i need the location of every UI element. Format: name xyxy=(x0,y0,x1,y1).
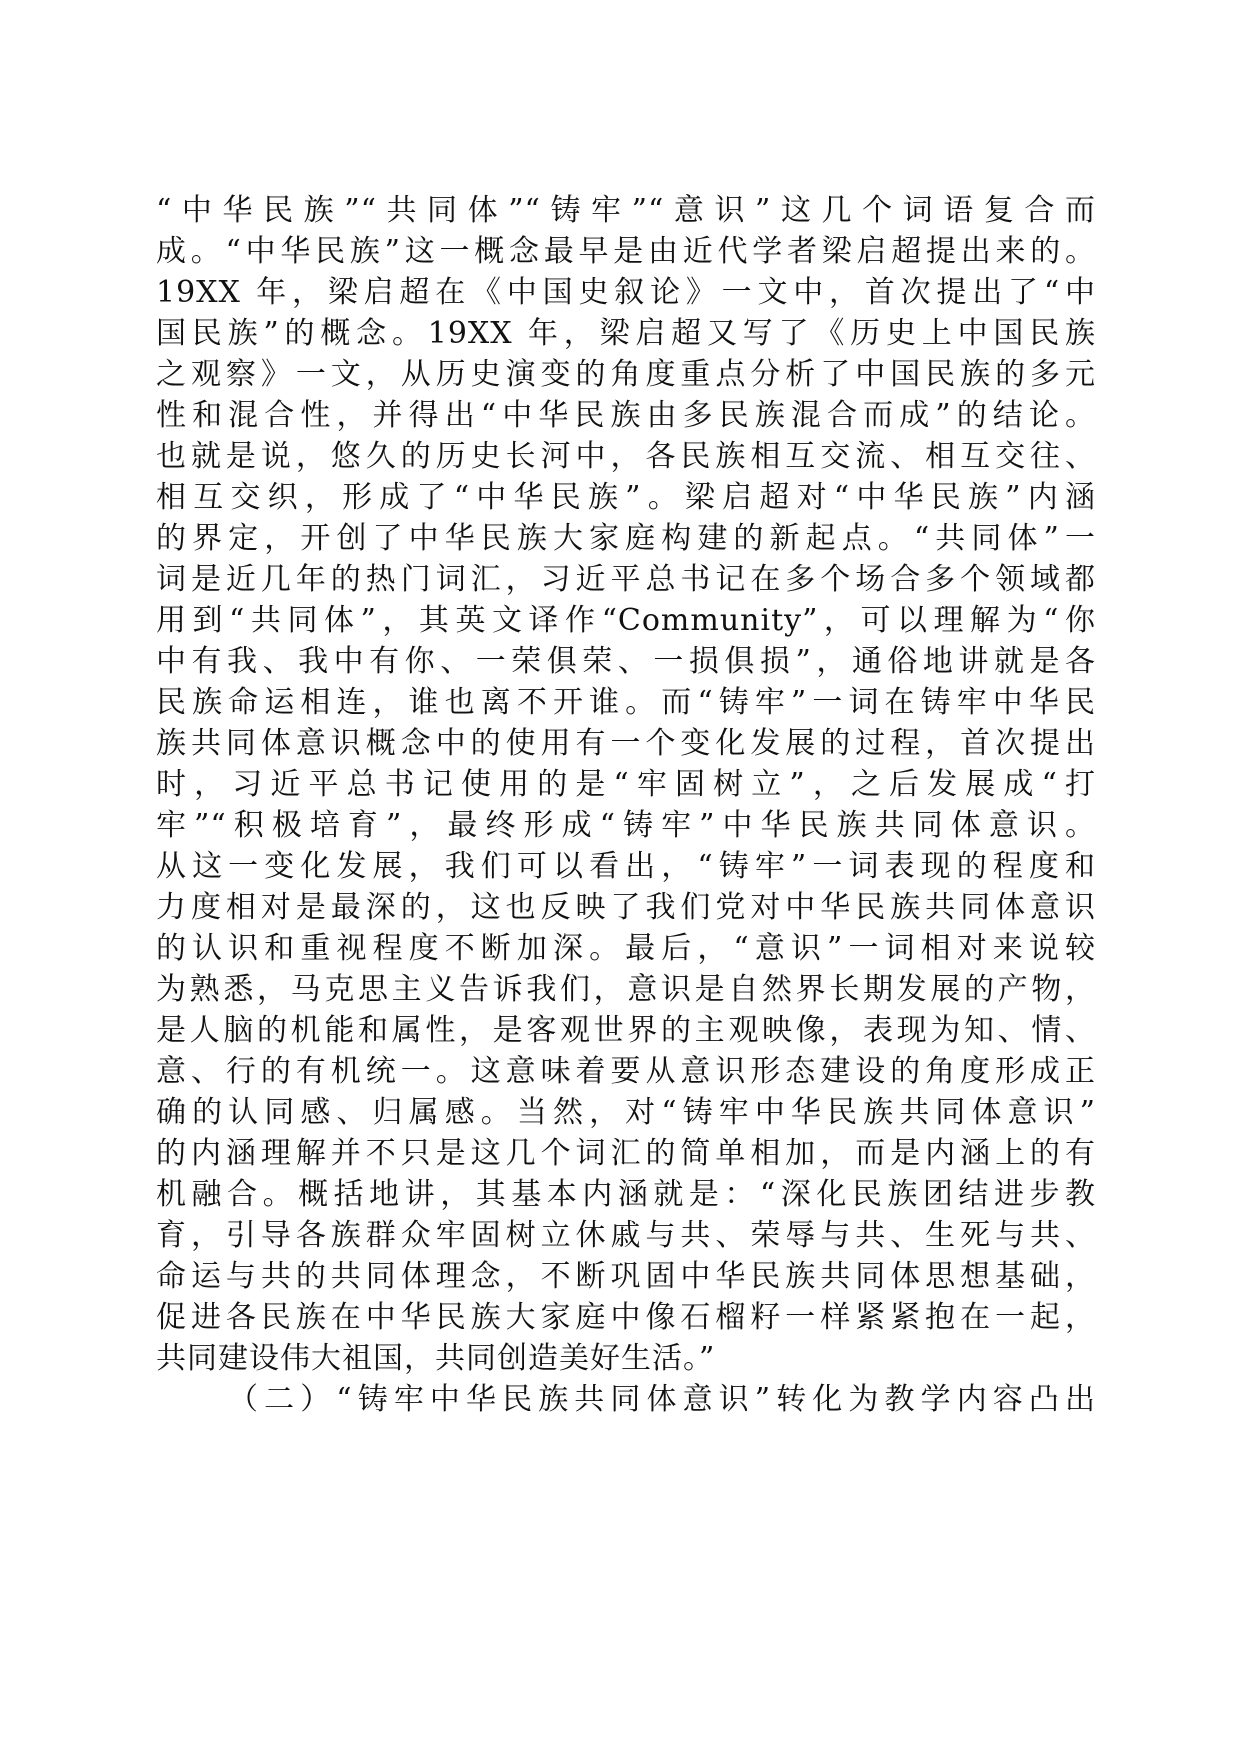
body-paragraph xyxy=(156,190,1096,1420)
text-line: 命运与共的共同体理念，不断巩固中华民族共同体思想基础， xyxy=(156,1259,1096,1294)
text-line: 族共同体意识概念中的使用有一个变化发展的过程，首次提出 xyxy=(156,726,1096,761)
text-line: “中华民族”“共同体”“铸牢”“意识”这几个词语复合而 xyxy=(156,193,1096,228)
text-line: 为熟悉，马克思主义告诉我们，意识是自然界长期发展的产物， xyxy=(156,972,1096,1007)
text-line: 共同建设伟大祖国，共同创造美好生活。” xyxy=(156,1341,716,1376)
section-heading: （二）“铸牢中华民族共同体意识”转化为教学内容凸出 xyxy=(228,1382,1096,1417)
text-line: 力度相对是最深的，这也反映了我们党对中华民族共同体意识 xyxy=(156,890,1096,925)
text-line: 的界定，开创了中华民族大家庭构建的新起点。“共同体”一 xyxy=(156,521,1096,556)
text-line: 的内涵理解并不只是这几个词汇的简单相加，而是内涵上的有 xyxy=(156,1136,1096,1171)
text-line: 的认识和重视程度不断加深。最后，“意识”一词相对来说较 xyxy=(156,931,1096,966)
text-line: 词是近几年的热门词汇，习近平总书记在多个场合多个领域都 xyxy=(156,562,1096,597)
text-line: 确的认同感、归属感。当然，对“铸牢中华民族共同体意识” xyxy=(156,1095,1096,1130)
text-line: 机融合。概括地讲，其基本内涵就是：“深化民族团结进步教 xyxy=(156,1177,1096,1212)
text-line: 性和混合性，并得出“中华民族由多民族混合而成”的结论。 xyxy=(156,398,1096,433)
text-line: 民族命运相连，谁也离不开谁。而“铸牢”一词在铸牢中华民 xyxy=(156,685,1096,720)
text-line: 相互交织，形成了“中华民族”。梁启超对“中华民族”内涵 xyxy=(156,480,1096,515)
text-line: 是人脑的机能和属性，是客观世界的主观映像，表现为知、情、 xyxy=(156,1013,1096,1048)
text-line: 成。“中华民族”这一概念最早是由近代学者梁启超提出来的。 xyxy=(156,234,1096,269)
text-line: 意、行的有机统一。这意味着要从意识形态建设的角度形成正 xyxy=(156,1054,1096,1089)
text-line: 促进各民族在中华民族大家庭中像石榴籽一样紧紧抱在一起， xyxy=(156,1300,1096,1335)
text-line: 中有我、我中有你、一荣俱荣、一损俱损”，通俗地讲就是各 xyxy=(156,644,1096,679)
text-line: 之观察》一文，从历史演变的角度重点分析了中国民族的多元 xyxy=(156,357,1096,392)
text-line: 也就是说，悠久的历史长河中，各民族相互交流、相互交往、 xyxy=(156,439,1096,474)
text-line: 时，习近平总书记使用的是“牢固树立”，之后发展成“打 xyxy=(156,767,1096,802)
text-line: 牢”“积极培育”，最终形成“铸牢”中华民族共同体意识。 xyxy=(156,808,1096,843)
text-line: 用到“共同体”，其英文译作“Community”，可以理解为“你 xyxy=(156,603,1096,638)
text-line: 从这一变化发展，我们可以看出，“铸牢”一词表现的程度和 xyxy=(156,849,1096,884)
text-line: 育，引导各族群众牢固树立休戚与共、荣辱与共、生死与共、 xyxy=(156,1218,1096,1253)
text-line: 19XX 年，梁启超在《中国史叙论》一文中，首次提出了“中 xyxy=(156,275,1096,310)
text-line: 国民族”的概念。19XX 年，梁启超又写了《历史上中国民族 xyxy=(156,316,1096,351)
